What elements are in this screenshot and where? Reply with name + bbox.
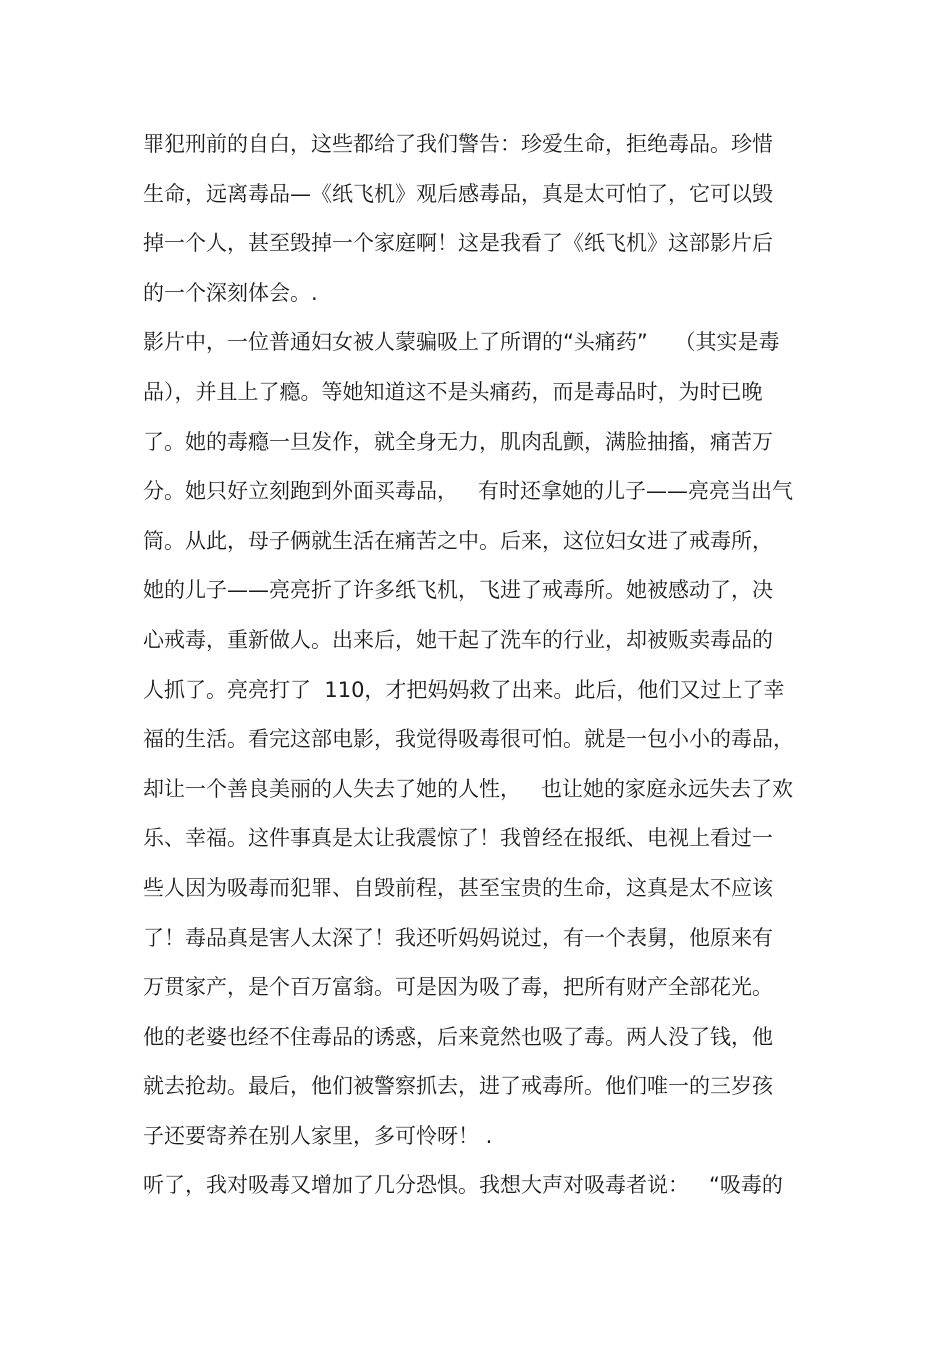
text-line: 心戒毒，重新做人。出来后，她干起了洗车的行业，却被贩卖毒品的 (143, 627, 773, 652)
text-line: 听了，我对吸毒又增加了几分恐惧。我想大声对吸毒者说： “吸毒的 (143, 1173, 783, 1198)
text-line: 了！毒品真是害人太深了！我还听妈妈说过，有一个表舅，他原来有 (143, 925, 773, 950)
text-line: 影片中，一位普通妇女被人蒙骗吸上了所谓的“头痛药” （其实是毒 (143, 330, 780, 355)
text-line: 子还要寄养在别人家里，多可怜呀！ . (143, 1123, 493, 1148)
text-line: 生命，远离毒品—《纸飞机》观后感毒品，真是太可怕了，它可以毁 (143, 181, 773, 206)
text-line: 福的生活。看完这部电影，我觉得吸毒很可怕。就是一包小小的毒品， (143, 727, 794, 752)
text-line: 就去抢劫。最后，他们被警察抓去，进了戒毒所。他们唯一的三岁孩 (143, 1074, 773, 1099)
text-line: 罪犯刑前的自白，这些都给了我们警告：珍爱生命，拒绝毒品。珍惜 (143, 132, 773, 156)
text-line: 乐、幸福。这件事真是太让我震惊了！我曾经在报纸、电视上看过一 (143, 826, 773, 851)
text-line: 筒。从此，母子俩就生活在痛苦之中。后来，这位妇女进了戒毒所， (143, 528, 773, 553)
text-line: 掉一个人，甚至毁掉一个家庭啊！这是我看了《纸飞机》这部影片后 (143, 231, 773, 256)
text-line: 她的儿子——亮亮折了许多纸飞机，飞进了戒毒所。她被感动了，决 (143, 578, 773, 603)
text-line: 了。她的毒瘾一旦发作，就全身无力，肌肉乱颤，满脸抽搐，痛苦万 (143, 429, 773, 454)
text-line: 品），并且上了瘾。等她知道这不是头痛药，而是毒品时，为时已晚 (143, 379, 763, 404)
text-line: 却让一个善良美丽的人失去了她的人性， 也让她的家庭永远失去了欢 (143, 776, 794, 801)
text-line: 些人因为吸毒而犯罪、自毁前程，甚至宝贵的生命，这真是太不应该 (143, 875, 773, 900)
text-line: 人抓了。亮亮打了 110，才把妈妈救了出来。此后，他们又过上了幸 (143, 677, 785, 702)
text-line: 的一个深刻体会。. (143, 280, 318, 305)
text-line: 分。她只好立刻跑到外面买毒品， 有时还拿她的儿子——亮亮当出气 (143, 479, 794, 504)
text-line: 他的老婆也经不住毒品的诱惑，后来竟然也吸了毒。两人没了钱，他 (143, 1024, 773, 1049)
body-text (143, 120, 823, 1211)
text-line: 万贯家产，是个百万富翁。可是因为吸了毒，把所有财产全部花光。 (143, 975, 773, 1000)
